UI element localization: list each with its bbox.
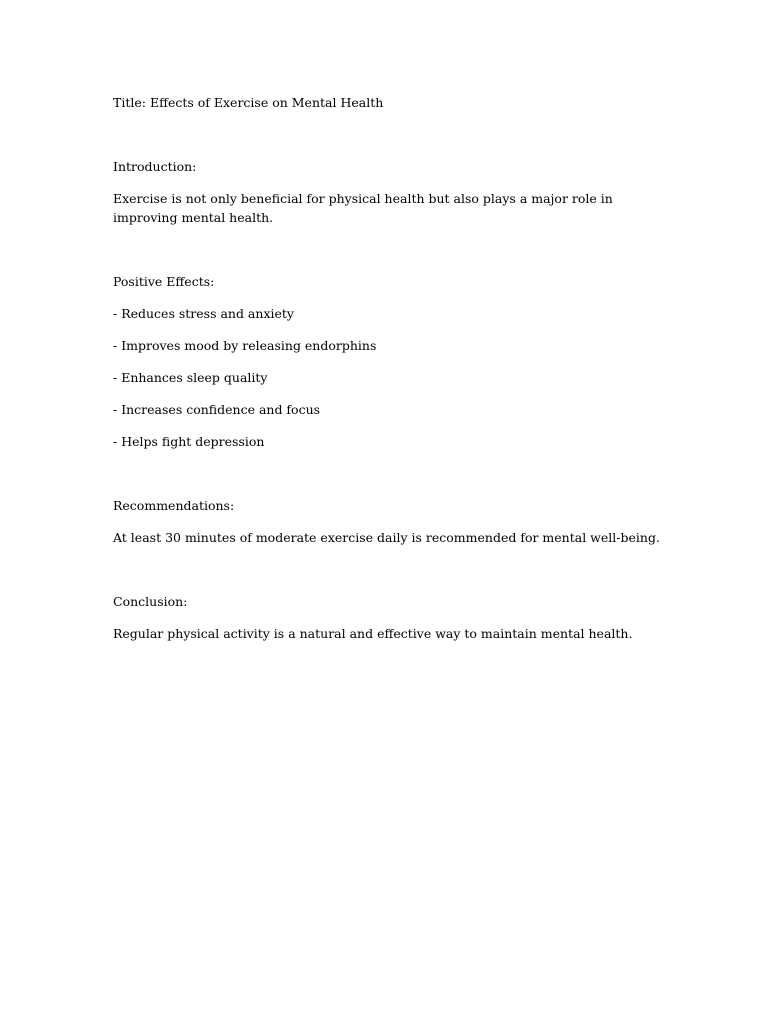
conclusion-heading: Conclusion: [113, 594, 188, 609]
introduction-body: Exercise is not only beneficial for physical health but also plays a major role in improving mental health. [113, 191, 613, 225]
recommendations-body: At least 30 minutes of moderate exercise daily is recommended for mental well-being. [113, 530, 660, 545]
introduction-heading: Introduction: [113, 159, 197, 174]
list-item: - Helps fight depression [113, 434, 265, 449]
positive-effects-heading: Positive Effects: [113, 274, 215, 289]
list-item: - Increases confidence and focus [113, 402, 321, 417]
list-item: - Enhances sleep quality [113, 370, 268, 385]
conclusion-body: Regular physical activity is a natural and effective way to maintain mental health. [113, 626, 633, 641]
recommendations-heading: Recommendations: [113, 498, 235, 513]
list-item: - Improves mood by releasing endorphins [113, 338, 377, 353]
document-title: Title: Effects of Exercise on Mental Health [113, 95, 384, 110]
list-item: - Reduces stress and anxiety [113, 306, 294, 321]
